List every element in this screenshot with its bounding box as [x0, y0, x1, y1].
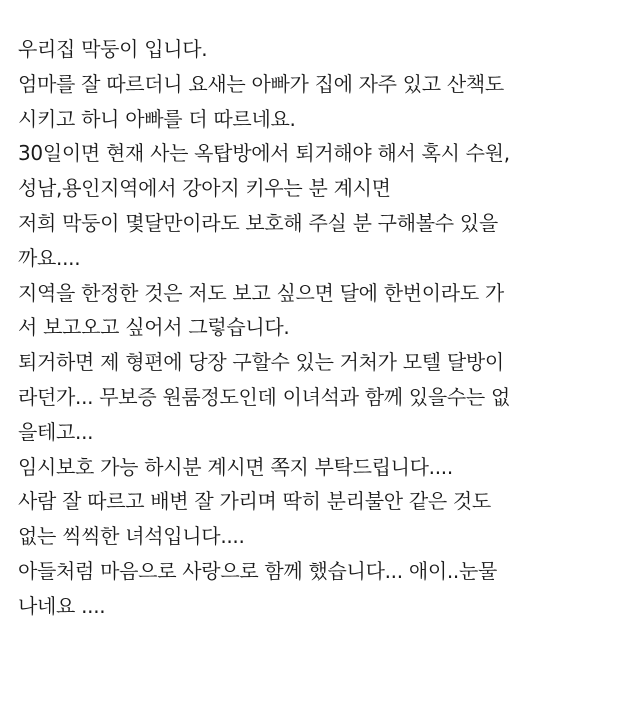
post-body	[18, 32, 622, 624]
post-line: 30일이면 현재 사는 옥탑방에서 퇴거해야 해서 혹시 수원,	[18, 141, 510, 166]
post-line: 서 보고오고 싶어서 그렇습니다.	[18, 315, 290, 340]
post-line: 없는 씩씩한 녀석입니다....	[18, 524, 245, 549]
post-line: 우리집 막둥이 입니다.	[18, 37, 208, 61]
post-line: 지역을 한정한 것은 저도 보고 싶으면 달에 한번이라도 가	[18, 280, 504, 305]
post-line: 퇴거하면 제 형편에 당장 구할수 있는 거처가 모텔 달방이	[18, 350, 504, 375]
post-line: 라던가... 무보증 원룸정도인데 이녀석과 함께 있을수는 없	[18, 384, 510, 409]
post-line: 을테고...	[18, 419, 94, 444]
post-line: 시키고 하니 아빠를 더 따르네요.	[18, 106, 296, 131]
post-line: 엄마를 잘 따르더니 요새는 아빠가 집에 자주 있고 산책도	[18, 71, 504, 96]
post-line: 아들처럼 마음으로 사랑으로 함께 했습니다... 애이..눈물	[18, 558, 498, 583]
post-line: 임시보호 가능 하시분 계시면 쪽지 부탁드립니다....	[18, 454, 453, 479]
post-line: 까요....	[18, 245, 81, 270]
post-line: 나네요 ....	[18, 593, 106, 618]
post-line: 저희 막둥이 몇달만이라도 보호해 주실 분 구해볼수 있을	[18, 210, 498, 235]
post-line: 성남,용인지역에서 강아지 키우는 분 계시면	[18, 176, 391, 201]
post-line: 사람 잘 따르고 배변 잘 가리며 딱히 분리불안 같은 것도	[18, 489, 491, 514]
